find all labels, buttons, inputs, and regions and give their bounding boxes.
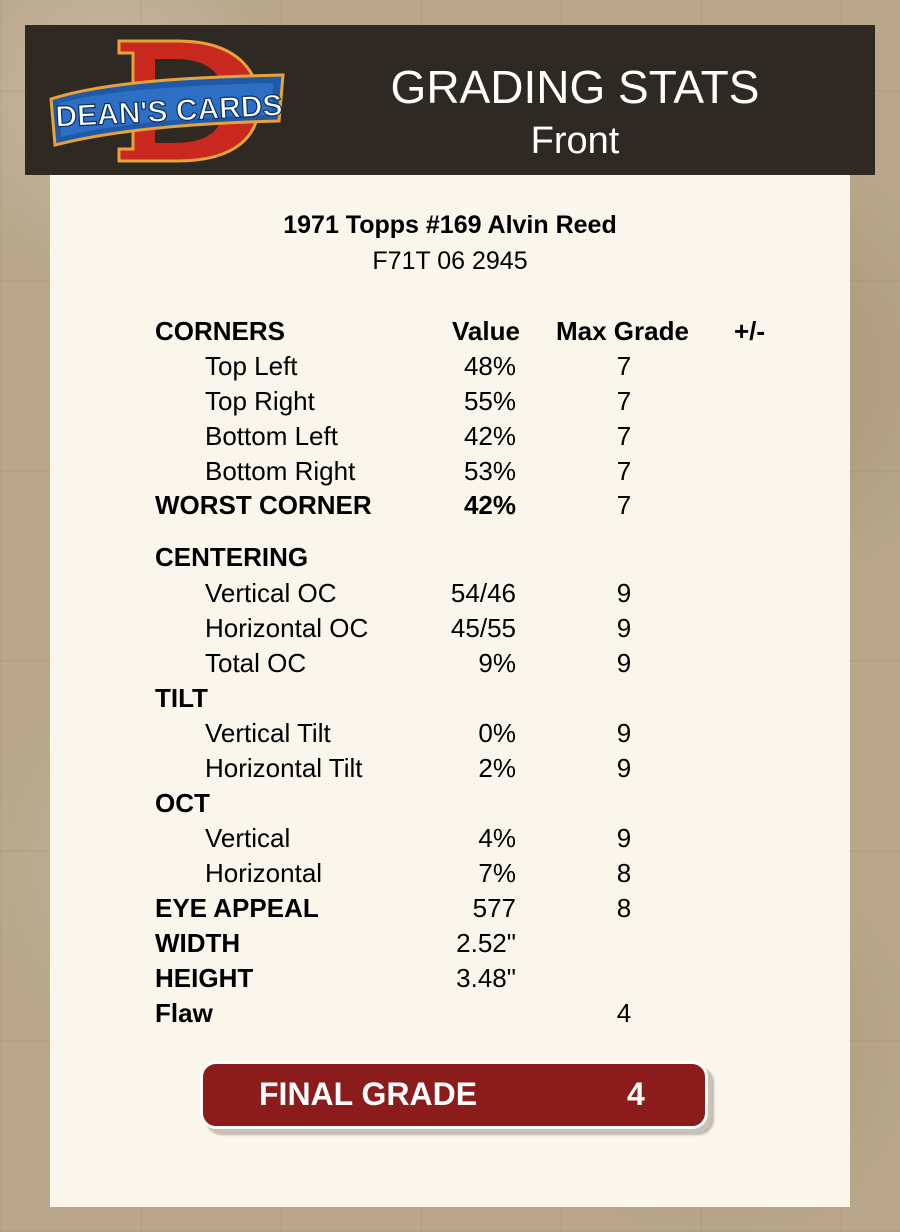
section-centering: [50, 542, 850, 576]
final-grade-badge: [200, 1061, 708, 1129]
stat-max-grade: 7: [616, 490, 632, 520]
stat-value: 54/46: [450, 578, 516, 608]
section-oct: [50, 788, 850, 822]
stat-max-grade: 7: [616, 421, 632, 451]
stat-max-grade: 8: [616, 858, 632, 888]
card-cert-number: F71T 06 2945: [372, 247, 528, 275]
stat-row-top-left: [50, 351, 850, 385]
stat-label: Horizontal OC: [205, 613, 369, 643]
value-column-header: Value: [452, 316, 520, 346]
stat-value: 2.52": [456, 928, 516, 958]
stat-row-total-oc: [50, 648, 850, 682]
stat-row-width: [50, 928, 850, 962]
stat-value: 2%: [478, 753, 516, 783]
stat-label: Vertical OC: [205, 578, 337, 608]
section-heading: TILT: [155, 683, 208, 713]
stat-label: Top Left: [205, 351, 298, 381]
stat-max-grade: 7: [616, 456, 632, 486]
stat-max-grade: 9: [616, 753, 632, 783]
page-title: GRADING STATS: [390, 61, 760, 113]
stat-value: 9%: [478, 648, 516, 678]
stat-label: Total OC: [205, 648, 307, 678]
section-tilt: [50, 683, 850, 717]
stat-max-grade: 9: [616, 648, 632, 678]
stat-row-flaw: [50, 998, 850, 1032]
stat-row-vertical-oc: [50, 578, 850, 612]
stat-row-horizontal-oc: [50, 613, 850, 647]
stat-value: 55%: [463, 386, 516, 416]
stat-value: 4%: [478, 823, 516, 853]
stat-label: Flaw: [155, 998, 213, 1028]
stat-label: Bottom Right: [205, 456, 356, 486]
stat-row-horizontal-tilt: [50, 753, 850, 787]
stat-max-grade: 9: [616, 578, 632, 608]
stat-value: 45/55: [450, 613, 516, 643]
stat-max-grade: 9: [616, 613, 632, 643]
stat-max-grade: 9: [616, 718, 632, 748]
stat-label: Horizontal: [205, 858, 323, 888]
stat-value: 3.48": [456, 963, 516, 993]
stat-row-vertical-tilt: [50, 718, 850, 752]
page-subtitle: Front: [530, 120, 620, 162]
stat-max-grade: 8: [616, 893, 632, 923]
stat-value: 42%: [463, 421, 516, 451]
stat-value: 42%: [463, 490, 516, 520]
stat-label: Vertical Tilt: [205, 718, 331, 748]
stat-value: 577: [472, 893, 516, 923]
stat-label: Vertical: [205, 823, 291, 853]
card-title: 1971 Topps #169 Alvin Reed: [283, 211, 617, 239]
stat-row-eye-appeal: [50, 893, 850, 927]
stat-label: Horizontal Tilt: [205, 753, 363, 783]
stat-value: 7%: [478, 858, 516, 888]
stat-max-grade: 7: [616, 386, 632, 416]
stat-row-oct-vertical: [50, 823, 850, 857]
stat-label: WIDTH: [155, 928, 241, 958]
logo-text: DEAN'S CARDS: [54, 89, 284, 134]
stat-row-height: [50, 963, 850, 997]
stat-label: HEIGHT: [155, 963, 254, 993]
stat-max-grade: 9: [616, 823, 632, 853]
stat-label: Bottom Left: [205, 421, 338, 451]
header-bar: [25, 25, 875, 175]
stat-value: 0%: [478, 718, 516, 748]
stat-value: 48%: [463, 351, 516, 381]
stat-row-oct-horizontal: [50, 858, 850, 892]
deans-cards-logo: [47, 37, 287, 165]
section-heading: CENTERING: [155, 542, 309, 572]
section-heading: OCT: [155, 788, 210, 818]
stat-label: WORST CORNER: [155, 490, 372, 520]
stat-label: Top Right: [205, 386, 315, 416]
stat-row-worst-corner: [50, 490, 850, 524]
stat-label: EYE APPEAL: [155, 893, 319, 923]
stat-value: 53%: [463, 456, 516, 486]
stat-max-grade: 4: [616, 998, 632, 1028]
corners-heading: CORNERS: [155, 316, 286, 346]
stats-panel: [50, 175, 850, 1207]
max-grade-column-header: Max Grade: [556, 316, 689, 346]
stat-max-grade: 7: [616, 351, 632, 381]
column-header-row: [50, 316, 850, 350]
final-grade-label: FINAL GRADE: [259, 1076, 478, 1112]
plus-minus-column-header: +/-: [734, 316, 766, 346]
stat-row-top-right: [50, 386, 850, 420]
stat-row-bottom-right: [50, 456, 850, 490]
final-grade-value: 4: [627, 1076, 645, 1112]
stat-row-bottom-left: [50, 421, 850, 455]
